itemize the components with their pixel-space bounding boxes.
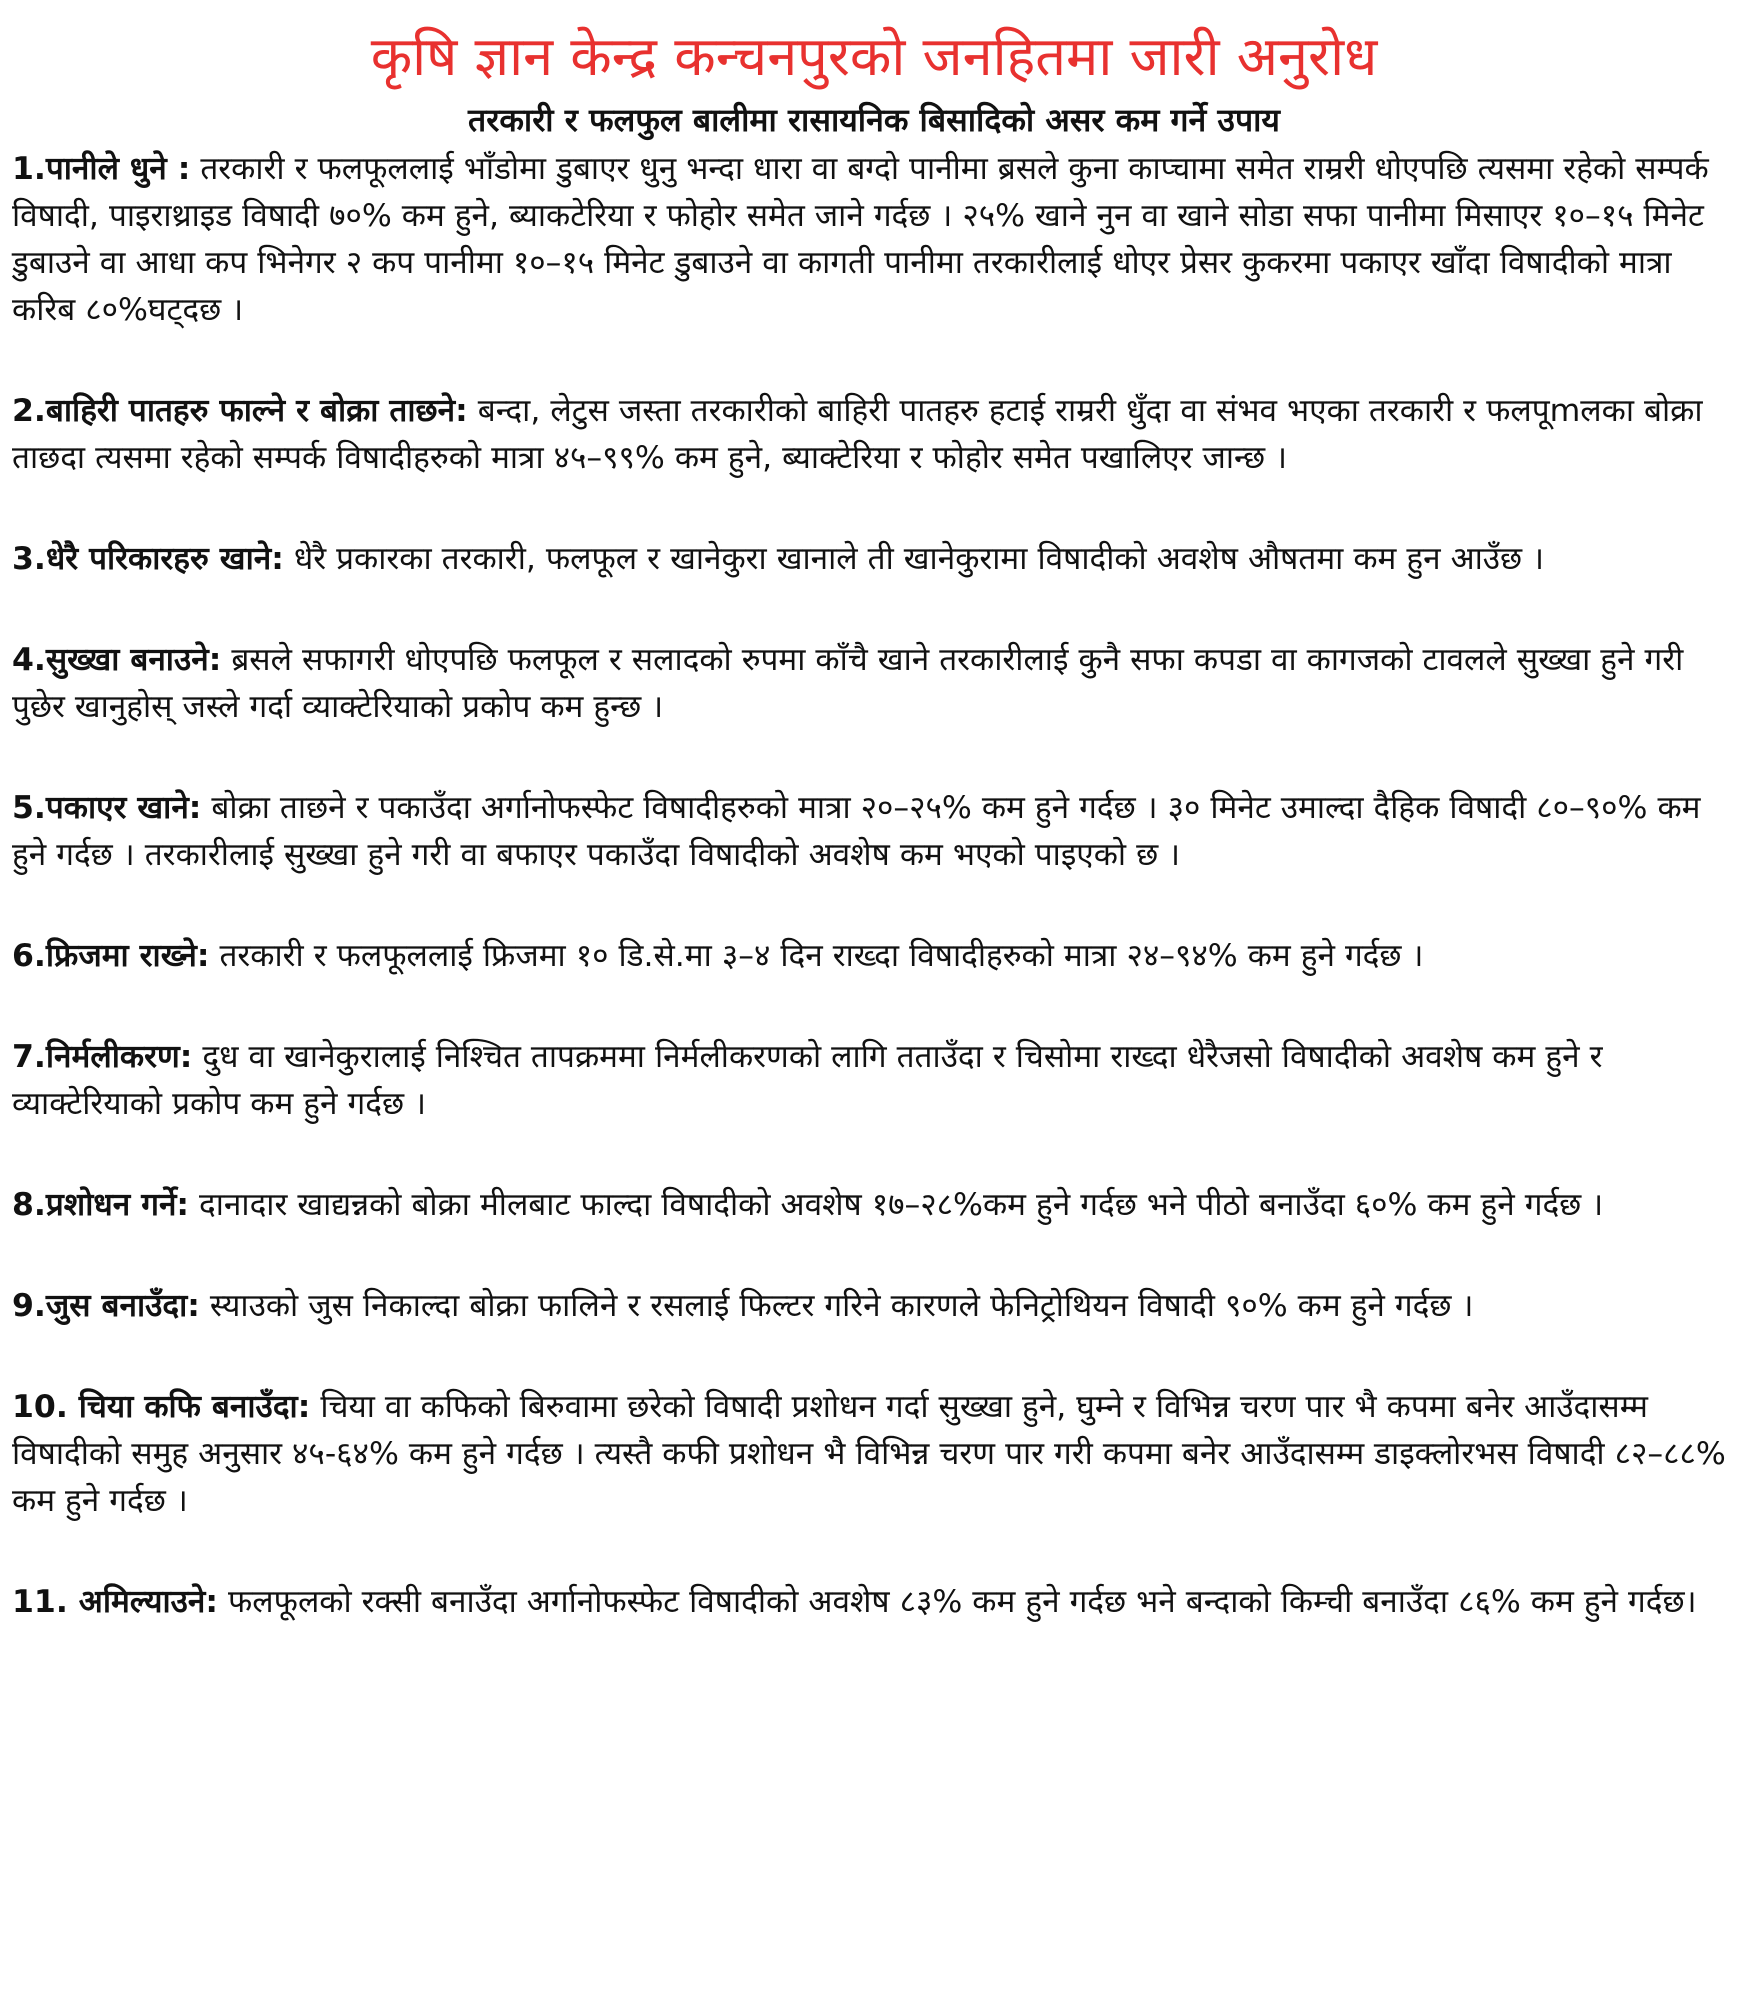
tip-item-4 <box>12 637 1736 731</box>
tip-heading: 2.बाहिरी पातहरु फाल्ने र बोक्रा ताछने: <box>12 393 468 429</box>
tip-heading: 9.जुस बनाउँदा: <box>12 1288 200 1324</box>
tip-text: बोक्रा ताछने र पकाउँदा अर्गानोफस्फेट विषादीहरुको मात्रा २०–२५% कम हुने गर्दछ । ३० मिनेट उमाल्दा दैहिक विषादी ८०–९०% कम हुने गर्दछ । तरकारीलाई सुख्खा हुने गरी वा बफाएर पकाउँदा विषादीको अवशेष कम भएको पाइएको छ । <box>12 790 1701 873</box>
tip-heading: 11. अमिल्याउने: <box>12 1584 218 1620</box>
tip-item-10 <box>12 1384 1736 1525</box>
tip-text: तरकारी र फलफूललाई फ्रिजमा १० डि.से.मा ३–४ दिन राख्दा विषादीहरुको मात्रा २४–९४% कम हुने गर्दछ । <box>209 938 1424 974</box>
tip-item-1 <box>12 146 1736 334</box>
tip-heading: 1.पानीले धुने : <box>12 151 191 187</box>
tip-text: दानादार खाद्यन्नको बोक्रा मीलबाट फाल्दा विषादीको अवशेष १७–२८%कम हुने गर्दछ भने पीठो बनाउँदा ६०% कम हुने गर्दछ । <box>189 1187 1604 1223</box>
tip-item-2 <box>12 388 1736 482</box>
tip-text: चिया वा कफिको बिरुवामा छरेको विषादी प्रशोधन गर्दा सुख्खा हुने, घुम्ने र विभिन्न चरण पार भै कपमा बनेर आउँदासम्म विषादीको समुह अनुसार ४५-६४% कम हुने गर्दछ । त्यस्तै कफी प्रशोधन भै विभिन्न चरण पार गरी कपमा बनेर आउँदासम्म डाइक्लोरभस विषादी ८२–८८% कम हुने गर्दछ । <box>12 1389 1726 1519</box>
tip-text: स्याउको जुस निकाल्दा बोक्रा फालिने र रसलाई फिल्टर गरिने कारणले फेनिट्रोथियन विषादी ९०% कम हुने गर्दछ । <box>199 1288 1474 1324</box>
tip-text: ब्रसले सफागरी धोएपछि फलफूल र सलादको रुपमा काँचै खाने तरकारीलाई कुनै सफा कपडा वा कागजको टावलले सुख्खा हुने गरी पुछेर खानुहोस् जस्ले गर्दा व्याक्टेरियाको प्रकोप कम हुन्छ । <box>12 642 1684 725</box>
tip-text: बन्दा, लेटुस जस्ता तरकारीको बाहिरी पातहरु हटाई राम्ररी धुँदा वा संभव भएका तरकारी र फलपूmलका बोक्रा ताछदा त्यसमा रहेको सम्पर्क विषादीहरुको मात्रा ४५–९९% कम हुने, ब्याक्टेरिया र फोहोर समेत पखालिएर जान्छ । <box>12 393 1703 476</box>
tip-item-7 <box>12 1034 1736 1128</box>
notice-subtitle: तरकारी र फलफुल बालीमा रासायनिक बिसादिको असर कम गर्ने उपाय <box>468 101 1280 139</box>
tip-heading: 5.पकाएर खाने: <box>12 790 202 826</box>
tip-heading: 6.फ्रिजमा राख्ने: <box>12 938 210 974</box>
tip-heading: 10. चिया कफि बनाउँदा: <box>12 1389 311 1425</box>
tip-text: दुध वा खानेकुरालाई निश्चित तापक्रममा निर्मलीकरणको लागि तताउँदा र चिसोमा राख्दा धेरैजसो विषादीको अवशेष कम हुने र व्याक्टेरियाको प्रकोप कम हुने गर्दछ । <box>12 1039 1603 1122</box>
tip-heading: 4.सुख्खा बनाउने: <box>12 642 222 678</box>
tip-item-11 <box>12 1579 1736 1626</box>
tip-text: धेरै प्रकारका तरकारी, फलफूल र खानेकुरा खानाले ती खानेकुरामा विषादीको अवशेष औषतमा कम हुन आउँछ । <box>283 541 1545 577</box>
tip-item-9 <box>12 1283 1736 1330</box>
tip-heading: 7.निर्मलीकरण: <box>12 1039 193 1075</box>
tip-heading: 3.धेरै परिकारहरु खाने: <box>12 541 284 577</box>
tip-text: फलफूलको रक्सी बनाउँदा अर्गानोफस्फेट विषादीको अवशेष ८३% कम हुने गर्दछ भने बन्दाको किम्ची बनाउँदा ८६% कम हुने गर्दछ। <box>218 1584 1697 1620</box>
tip-item-5 <box>12 785 1736 879</box>
tip-item-3 <box>12 536 1736 583</box>
tips-list <box>12 146 1736 1626</box>
tip-heading: 8.प्रशोधन गर्ने: <box>12 1187 190 1223</box>
tip-item-8 <box>12 1182 1736 1229</box>
tip-text: तरकारी र फलफूललाई भाँडोमा डुबाएर धुनु भन्दा धारा वा बग्दो पानीमा ब्रसले कुना काप्चामा समेत राम्ररी धोएपछि त्यसमा रहेको सम्पर्क विषादी, पाइराथ्राइड विषादी ७०% कम हुने, ब्याकटेरिया र फोहोर समेत जाने गर्दछ । २५% खाने नुन वा खाने सोडा सफा पानीमा मिसाएर १०–१५ मिनेट डुबाउने वा आधा कप भिनेगर २ कप पानीमा १०–१५ मिनेट डुबाउने वा कागती पानीमा तरकारीलाई धोएर प्रेसर कुकरमा पकाएर खाँदा विषादीको मात्रा करिब ८०%घट्दछ । <box>12 151 1709 328</box>
notice-title: कृषि ज्ञान केन्द्र कन्चनपुरको जनहितमा जारी अनुरोध <box>370 25 1378 88</box>
tip-item-6 <box>12 933 1736 980</box>
